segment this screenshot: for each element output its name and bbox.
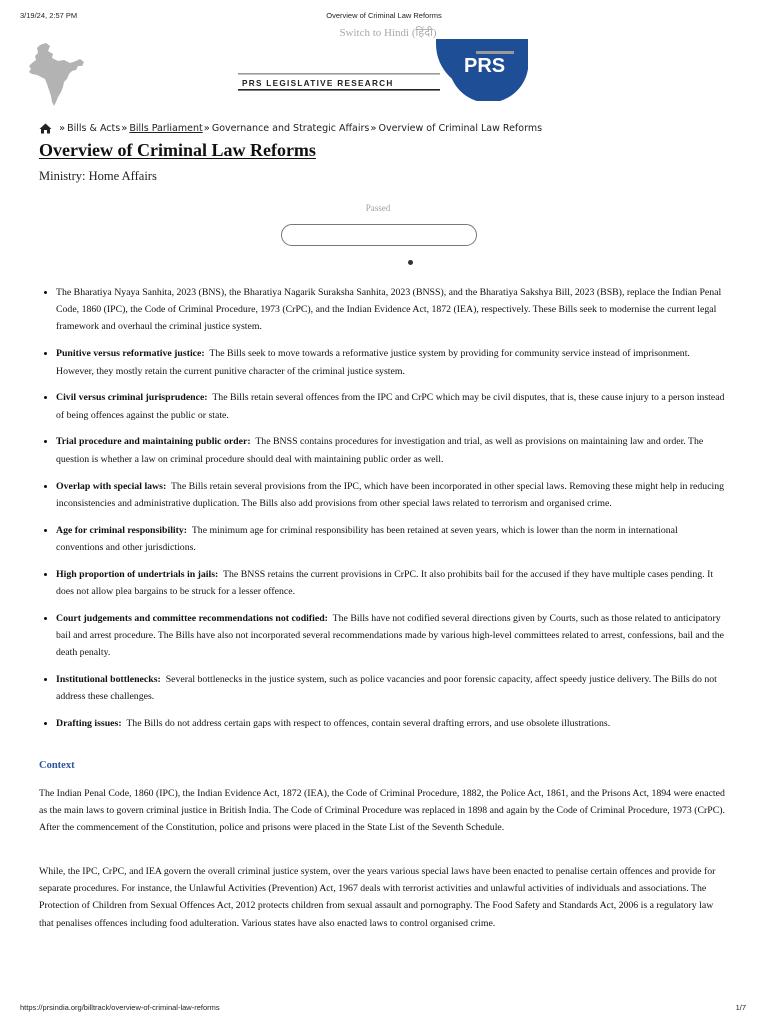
switch-language-link[interactable]: Switch to Hindi (हिंदी) <box>339 27 437 39</box>
list-item-heading: Overlap with special laws: <box>56 480 167 492</box>
ministry-label: Ministry: Home Affairs <box>39 169 157 183</box>
print-url: https://prsindia.org/billtrack/overview-of-criminal-law-reforms <box>20 1003 220 1012</box>
status-label: Passed <box>365 203 391 213</box>
print-datetime: 3/19/24, 2:57 PM <box>20 11 78 20</box>
india-map-icon[interactable] <box>26 42 90 108</box>
list-item <box>56 610 727 662</box>
list-item-text: The minimum age for criminal responsibility has been retained at seven years, which is lower than the norm in international conventions and other jurisdictions. <box>56 524 678 553</box>
logo-line-top <box>238 73 440 75</box>
context-paragraph: The Indian Penal Code, 1860 (IPC), the Indian Evidence Act, 1872 (IEA), the Code of Criminal Procedure, 1882, the Police Act, 1861, and the Prisons Act, 1894 were enacted as the main laws to govern criminal justice in British India. The Code of Criminal Procedure was replaced in 1898 and again by the Code of Criminal Procedure, 1973 (CrPC). After the commencement of the Constitution, police and prisons were placed in the State List of the Seventh Schedule. <box>39 788 725 834</box>
home-icon[interactable] <box>39 123 52 134</box>
print-title: Overview of Criminal Law Reforms <box>326 11 442 20</box>
list-item-text: The Bills retain several offences from the IPC and CrPC which may be civil disputes, that is, these cause injury to a person instead of being offences against the public or state. <box>56 392 725 421</box>
list-item <box>56 389 727 423</box>
breadcrumb-item-governance[interactable]: Governance and Strategic Affairs <box>211 122 370 134</box>
breadcrumb-separator: » <box>59 122 66 134</box>
breadcrumb-item-current: Overview of Criminal Law Reforms <box>378 122 543 134</box>
summary-section <box>39 284 727 742</box>
logo-line-bottom <box>238 89 440 91</box>
list-item-text: The Bills have not codified several directions given by Courts, such as those related to anticipatory bail and arrest procedure. The Bills have also not incorporated several recommendations made by various high-level committees related to arrest, confessions, bail and the death penalty. <box>56 612 724 659</box>
list-item-heading: Drafting issues: <box>56 718 122 730</box>
page-title: Overview of Criminal Law Reforms <box>39 140 316 160</box>
list-item-text: The BNSS contains procedures for investigation and trial, as well as provisions on maintaining law and order. The question is whether a law on criminal procedure should deal with maintaining public order as well. <box>56 436 704 465</box>
breadcrumb-item-bills-acts[interactable]: Bills & Acts <box>67 122 121 134</box>
list-item-heading: Court judgements and committee recommendations not codified: <box>56 612 328 624</box>
context-paragraph: While, the IPC, CrPC, and IEA govern the overall criminal justice system, over the years various special laws have been enacted to penalise certain offences and provide for separate procedures. For instance, the Unlawful Activities (Prevention) Act, 1967 deals with terrorist activities and unlawful activities of individuals and associations. The Protection of Children from Sexual Offences Act, 2012 protects children from sexual assault and pornography. The Food Safety and Standards Act, 2006 is a regulatory law that penalises offences including food adulteration. Various states have also enacted laws to control organised crime. <box>39 866 716 929</box>
list-item-heading: Age for criminal responsibility: <box>56 524 188 536</box>
status-dot <box>408 260 413 265</box>
list-item-text: The Bills seek to move towards a reformative justice system by providing for community service instead of imprisonment. However, they mostly retain the current punitive character of the criminal justice system. <box>56 348 690 377</box>
breadcrumb-separator: » <box>121 122 128 134</box>
list-item-text: The Bharatiya Nyaya Sanhita, 2023 (BNS), the Bharatiya Nagarik Suraksha Sanhita, 2023 (BNSS), and the Bharatiya Sakshya Bill, 2023 (BSB), replace the Indian Penal Code, 1860 (IPC), the Code of Criminal Procedure, 1973 (CrPC), and the Indian Evidence Act, 1872 (IEA), respectively. These Bills seek to modernise the current legal framework and overhaul the criminal justice system. <box>56 287 722 333</box>
list-item <box>56 433 727 467</box>
list-item-text: The Bills do not address certain gaps with respect to offences, contain several drafting errors, and use obsolete illustrations. <box>126 718 611 730</box>
list-item <box>56 284 727 336</box>
list-item-heading: Institutional bottlenecks: <box>56 674 161 686</box>
status-progress-pill[interactable] <box>281 224 477 246</box>
breadcrumb-separator: » <box>203 122 210 134</box>
context-heading: Context <box>39 760 75 771</box>
list-item <box>56 522 727 556</box>
logo-tagline: PRS LEGISLATIVE RESEARCH <box>242 79 394 88</box>
list-item-heading: Punitive versus reformative justice: <box>56 348 205 360</box>
list-item-text: Several bottlenecks in the justice system, such as police vacancies and poor forensic capacity, affect speedy justice delivery. The Bills do not address these challenges. <box>56 674 717 703</box>
logo-brand: PRS <box>464 55 506 77</box>
list-item-text: The BNSS retains the current provisions in CrPC. It also prohibits bail for the accused if they have multiple cases pending. It does not allow plea bargains to be struck for a lesser offence. <box>56 568 714 597</box>
summary-list <box>39 284 727 732</box>
list-item-heading: High proportion of undertrials in jails: <box>56 568 219 580</box>
list-item-heading: Civil versus criminal jurisprudence: <box>56 392 208 404</box>
list-item <box>56 715 727 732</box>
print-header <box>0 11 768 23</box>
print-page-number: 1/7 <box>735 1003 746 1012</box>
list-item-text: The Bills retain several provisions from the IPC, which have been incorporated in other special laws. Removing these might help in reducing inconsistencies and administrative duplication. The Bills also add provisions from other special laws related to terrorism and organised crime. <box>56 480 725 509</box>
list-item <box>56 478 727 512</box>
breadcrumb-item-bills-parliament[interactable]: Bills Parliament <box>129 122 203 134</box>
breadcrumb-separator: » <box>370 122 377 134</box>
breadcrumb <box>39 121 542 135</box>
list-item <box>56 345 727 379</box>
print-footer <box>0 1003 768 1015</box>
list-item <box>56 671 727 705</box>
list-item-heading: Trial procedure and maintaining public order: <box>56 436 251 448</box>
list-item <box>56 566 727 600</box>
prs-logo[interactable] <box>238 39 538 101</box>
